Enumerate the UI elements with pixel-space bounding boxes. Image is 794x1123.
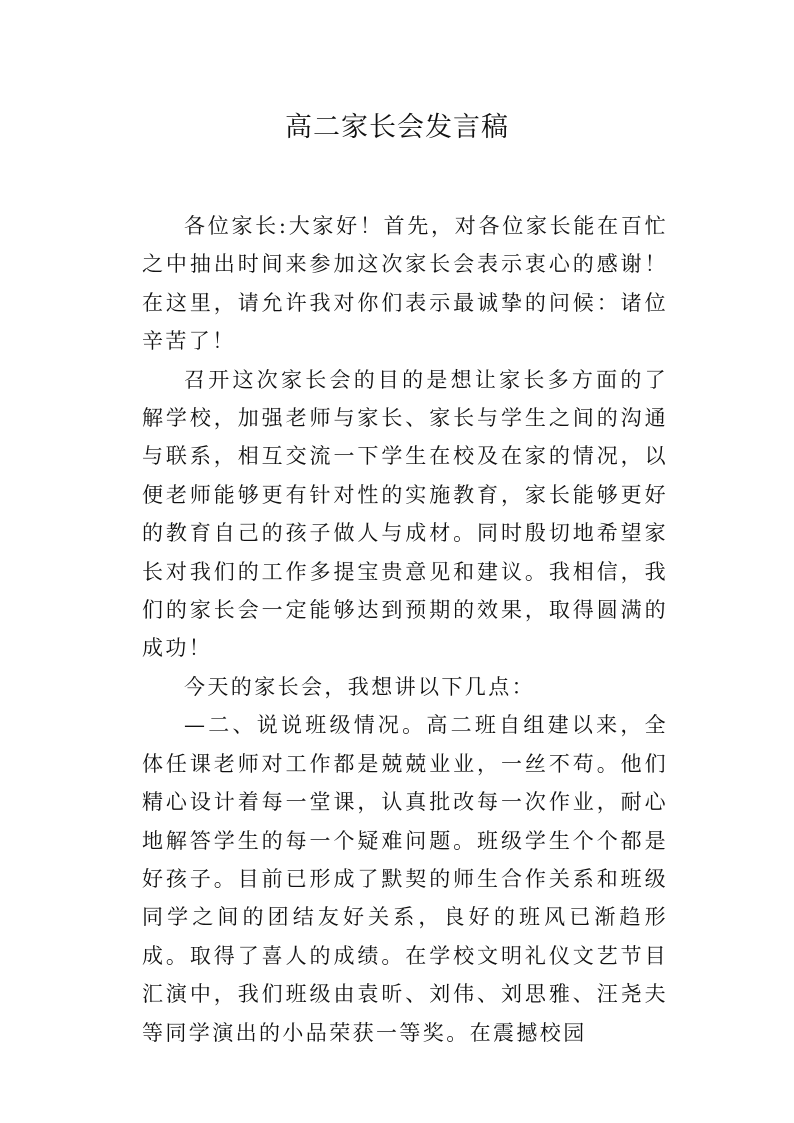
document-title: 高二家长会发言稿	[285, 112, 509, 143]
paragraph-purpose: 召开这次家长会的目的是想让家长多方面的了解学校，加强老师与家长、家长与学生之间的沟通与联系，相互交流一下学生在校及在家的情况，以便老师能够更有针对性的实施教育，家长能够更好的教育自己的孩子做人与成材。同时殷切地希望家长对我们的工作多提宝贵意见和建议。我相信，我们的家长会一定能够达到预期的效果，取得圆满的成功！	[142, 367, 668, 661]
paragraph-points-intro: 今天的家长会，我想讲以下几点：	[184, 674, 535, 699]
paragraph-greeting: 各位家长:大家好！首先，对各位家长能在百忙之中抽出时间来参加这次家长会表示衷心的感谢！在这里，请允许我对你们表示最诚挚的问候：诸位辛苦了！	[142, 214, 668, 354]
document-body	[142, 207, 668, 1052]
paragraph-class-situation: —二、说说班级情况。高二班自组建以来，全体任课老师对工作都是兢兢业业，一丝不苟。他们精心设计着每一堂课，认真批改每一次作业，耐心地解答学生的每一个疑难问题。班级学生个个都是好孩子。目前已形成了默契的师生合作关系和班级同学之间的团结友好关系，良好的班风已渐趋形成。取得了喜人的成绩。在学校文明礼仪文艺节目汇演中，我们班级由袁昕、刘伟、刘思雅、汪尧夫等同学演出的小品荣获一等奖。在震撼校园	[142, 713, 668, 1045]
